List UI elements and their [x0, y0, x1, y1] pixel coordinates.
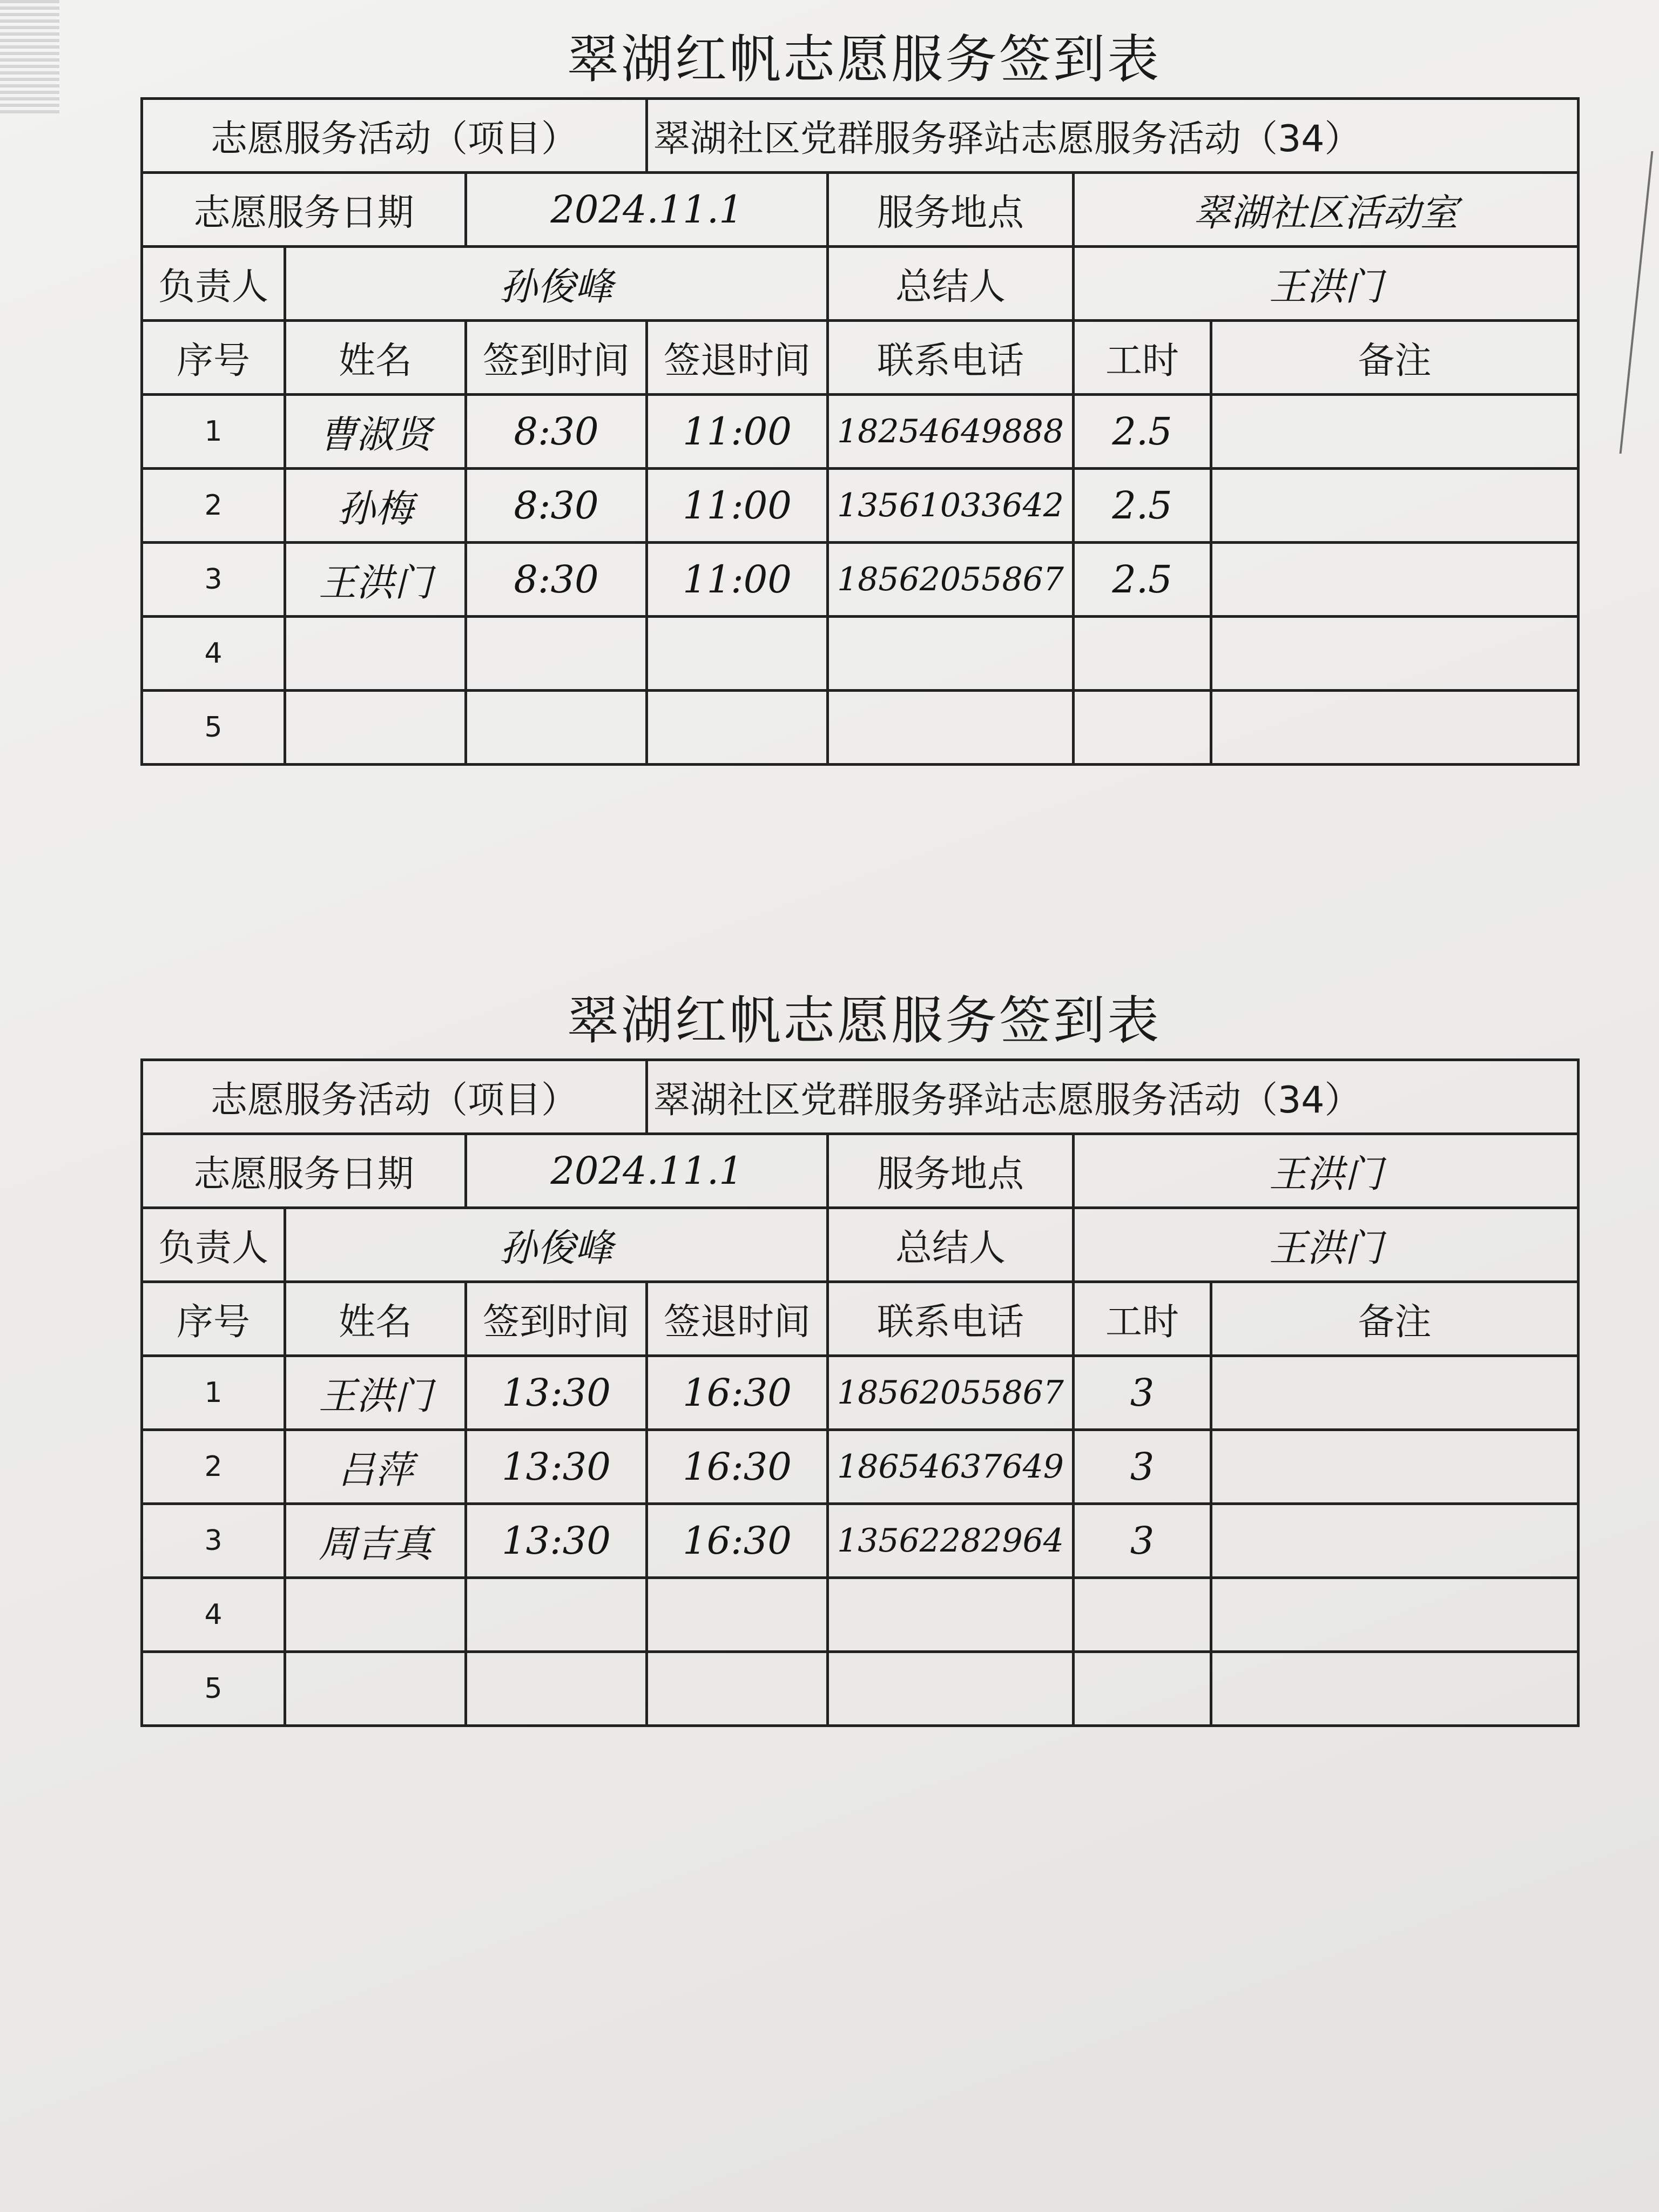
row-note [1211, 617, 1579, 691]
row-name: 孙梅 [285, 469, 466, 543]
col-checkin-header: 签到时间 [466, 321, 647, 395]
row-checkin [466, 1652, 647, 1726]
col-checkin-header: 签到时间 [466, 1282, 647, 1356]
row-hours: 3 [1074, 1356, 1211, 1430]
row-seq: 5 [142, 691, 285, 765]
row-checkin [466, 691, 647, 765]
row-phone [828, 691, 1074, 765]
row-checkin: 13:30 [466, 1504, 647, 1578]
row-note [1211, 1504, 1579, 1578]
row-note [1211, 1430, 1579, 1504]
row-hours: 3 [1074, 1430, 1211, 1504]
row-note [1211, 543, 1579, 617]
table-row [142, 1356, 1579, 1430]
row-phone: 13562282964 [828, 1504, 1074, 1578]
location-label: 服务地点 [828, 1134, 1074, 1208]
row-checkout [647, 617, 828, 691]
table-row [142, 543, 1579, 617]
sheet-title: 翠湖红帆志愿服务签到表 [567, 990, 1161, 1051]
row-checkin: 13:30 [466, 1356, 647, 1430]
summarizer-value: 王洪门 [1074, 247, 1579, 321]
row-note [1211, 469, 1579, 543]
row-seq: 3 [142, 1504, 285, 1578]
row-name [285, 617, 466, 691]
row-seq: 1 [142, 395, 285, 469]
row-phone: 18654637649 [828, 1430, 1074, 1504]
row-note [1211, 691, 1579, 765]
col-note-header: 备注 [1211, 321, 1579, 395]
row-seq: 1 [142, 1356, 285, 1430]
table-row [142, 395, 1579, 469]
row-seq: 4 [142, 1578, 285, 1652]
row-phone: 13561033642 [828, 469, 1074, 543]
row-checkout: 11:00 [647, 469, 828, 543]
row-checkout: 16:30 [647, 1356, 828, 1430]
row-seq: 2 [142, 1430, 285, 1504]
col-seq-header: 序号 [142, 1282, 285, 1356]
col-note-header: 备注 [1211, 1282, 1579, 1356]
row-phone: 18254649888 [828, 395, 1074, 469]
date-label: 志愿服务日期 [142, 1134, 466, 1208]
row-name: 周吉真 [285, 1504, 466, 1578]
row-checkout [647, 1578, 828, 1652]
row-phone: 18562055867 [828, 543, 1074, 617]
row-name: 曹淑贤 [285, 395, 466, 469]
table-row [142, 691, 1579, 765]
leader-value: 孙俊峰 [285, 247, 828, 321]
row-name [285, 691, 466, 765]
activity-label: 志愿服务活动（项目） [142, 99, 647, 173]
paper-stack-edge [0, 0, 59, 113]
col-checkout-header: 签退时间 [647, 321, 828, 395]
signin-table [140, 1058, 1580, 1727]
location-value: 王洪门 [1074, 1134, 1579, 1208]
row-hours: 2.5 [1074, 395, 1211, 469]
summarizer-label: 总结人 [828, 247, 1074, 321]
table-row [142, 469, 1579, 543]
date-value: 2024.11.1 [466, 173, 828, 247]
row-checkin: 13:30 [466, 1430, 647, 1504]
row-name: 王洪门 [285, 543, 466, 617]
table-row [142, 1504, 1579, 1578]
activity-value: 翠湖社区党群服务驿站志愿服务活动（34） [647, 1060, 1579, 1134]
row-checkin: 8:30 [466, 543, 647, 617]
row-seq: 2 [142, 469, 285, 543]
row-phone: 18562055867 [828, 1356, 1074, 1430]
row-phone [828, 1578, 1074, 1652]
row-checkin: 8:30 [466, 395, 647, 469]
row-note [1211, 1356, 1579, 1430]
col-seq-header: 序号 [142, 321, 285, 395]
date-value: 2024.11.1 [466, 1134, 828, 1208]
sheet-title: 翠湖红帆志愿服务签到表 [567, 29, 1161, 90]
column-header-row [142, 1282, 1579, 1356]
col-hours-header: 工时 [1074, 321, 1211, 395]
row-checkout: 11:00 [647, 543, 828, 617]
row-checkin [466, 1578, 647, 1652]
row-checkin: 8:30 [466, 469, 647, 543]
row-name [285, 1652, 466, 1726]
row-hours: 2.5 [1074, 469, 1211, 543]
row-seq: 5 [142, 1652, 285, 1726]
location-label: 服务地点 [828, 173, 1074, 247]
table-row [142, 617, 1579, 691]
row-checkout [647, 1652, 828, 1726]
summarizer-label: 总结人 [828, 1208, 1074, 1282]
row-checkout: 16:30 [647, 1430, 828, 1504]
leader-label: 负责人 [142, 1208, 285, 1282]
column-header-row [142, 321, 1579, 395]
col-name-header: 姓名 [285, 321, 466, 395]
col-phone-header: 联系电话 [828, 1282, 1074, 1356]
col-hours-header: 工时 [1074, 1282, 1211, 1356]
activity-value: 翠湖社区党群服务驿站志愿服务活动（34） [647, 99, 1579, 173]
signin-sheet-afternoon [140, 983, 1577, 1727]
col-name-header: 姓名 [285, 1282, 466, 1356]
row-seq: 3 [142, 543, 285, 617]
row-hours: 2.5 [1074, 543, 1211, 617]
table-row [142, 1578, 1579, 1652]
summarizer-value: 王洪门 [1074, 1208, 1579, 1282]
row-note [1211, 1578, 1579, 1652]
table-row [142, 1430, 1579, 1504]
row-hours [1074, 617, 1211, 691]
leader-value: 孙俊峰 [285, 1208, 828, 1282]
leader-label: 负责人 [142, 247, 285, 321]
row-checkout: 11:00 [647, 395, 828, 469]
row-hours [1074, 691, 1211, 765]
col-checkout-header: 签退时间 [647, 1282, 828, 1356]
activity-label: 志愿服务活动（项目） [142, 1060, 647, 1134]
signin-table [140, 97, 1580, 766]
row-note [1211, 1652, 1579, 1726]
row-seq: 4 [142, 617, 285, 691]
table-row [142, 1652, 1579, 1726]
date-label: 志愿服务日期 [142, 173, 466, 247]
row-note [1211, 395, 1579, 469]
row-phone [828, 1652, 1074, 1726]
row-phone [828, 617, 1074, 691]
row-name: 吕萍 [285, 1430, 466, 1504]
signin-sheet-morning [140, 22, 1577, 766]
row-hours [1074, 1652, 1211, 1726]
row-hours [1074, 1578, 1211, 1652]
row-name: 王洪门 [285, 1356, 466, 1430]
row-checkin [466, 617, 647, 691]
location-value: 翠湖社区活动室 [1074, 173, 1579, 247]
row-name [285, 1578, 466, 1652]
row-hours: 3 [1074, 1504, 1211, 1578]
col-phone-header: 联系电话 [828, 321, 1074, 395]
row-checkout: 16:30 [647, 1504, 828, 1578]
row-checkout [647, 691, 828, 765]
